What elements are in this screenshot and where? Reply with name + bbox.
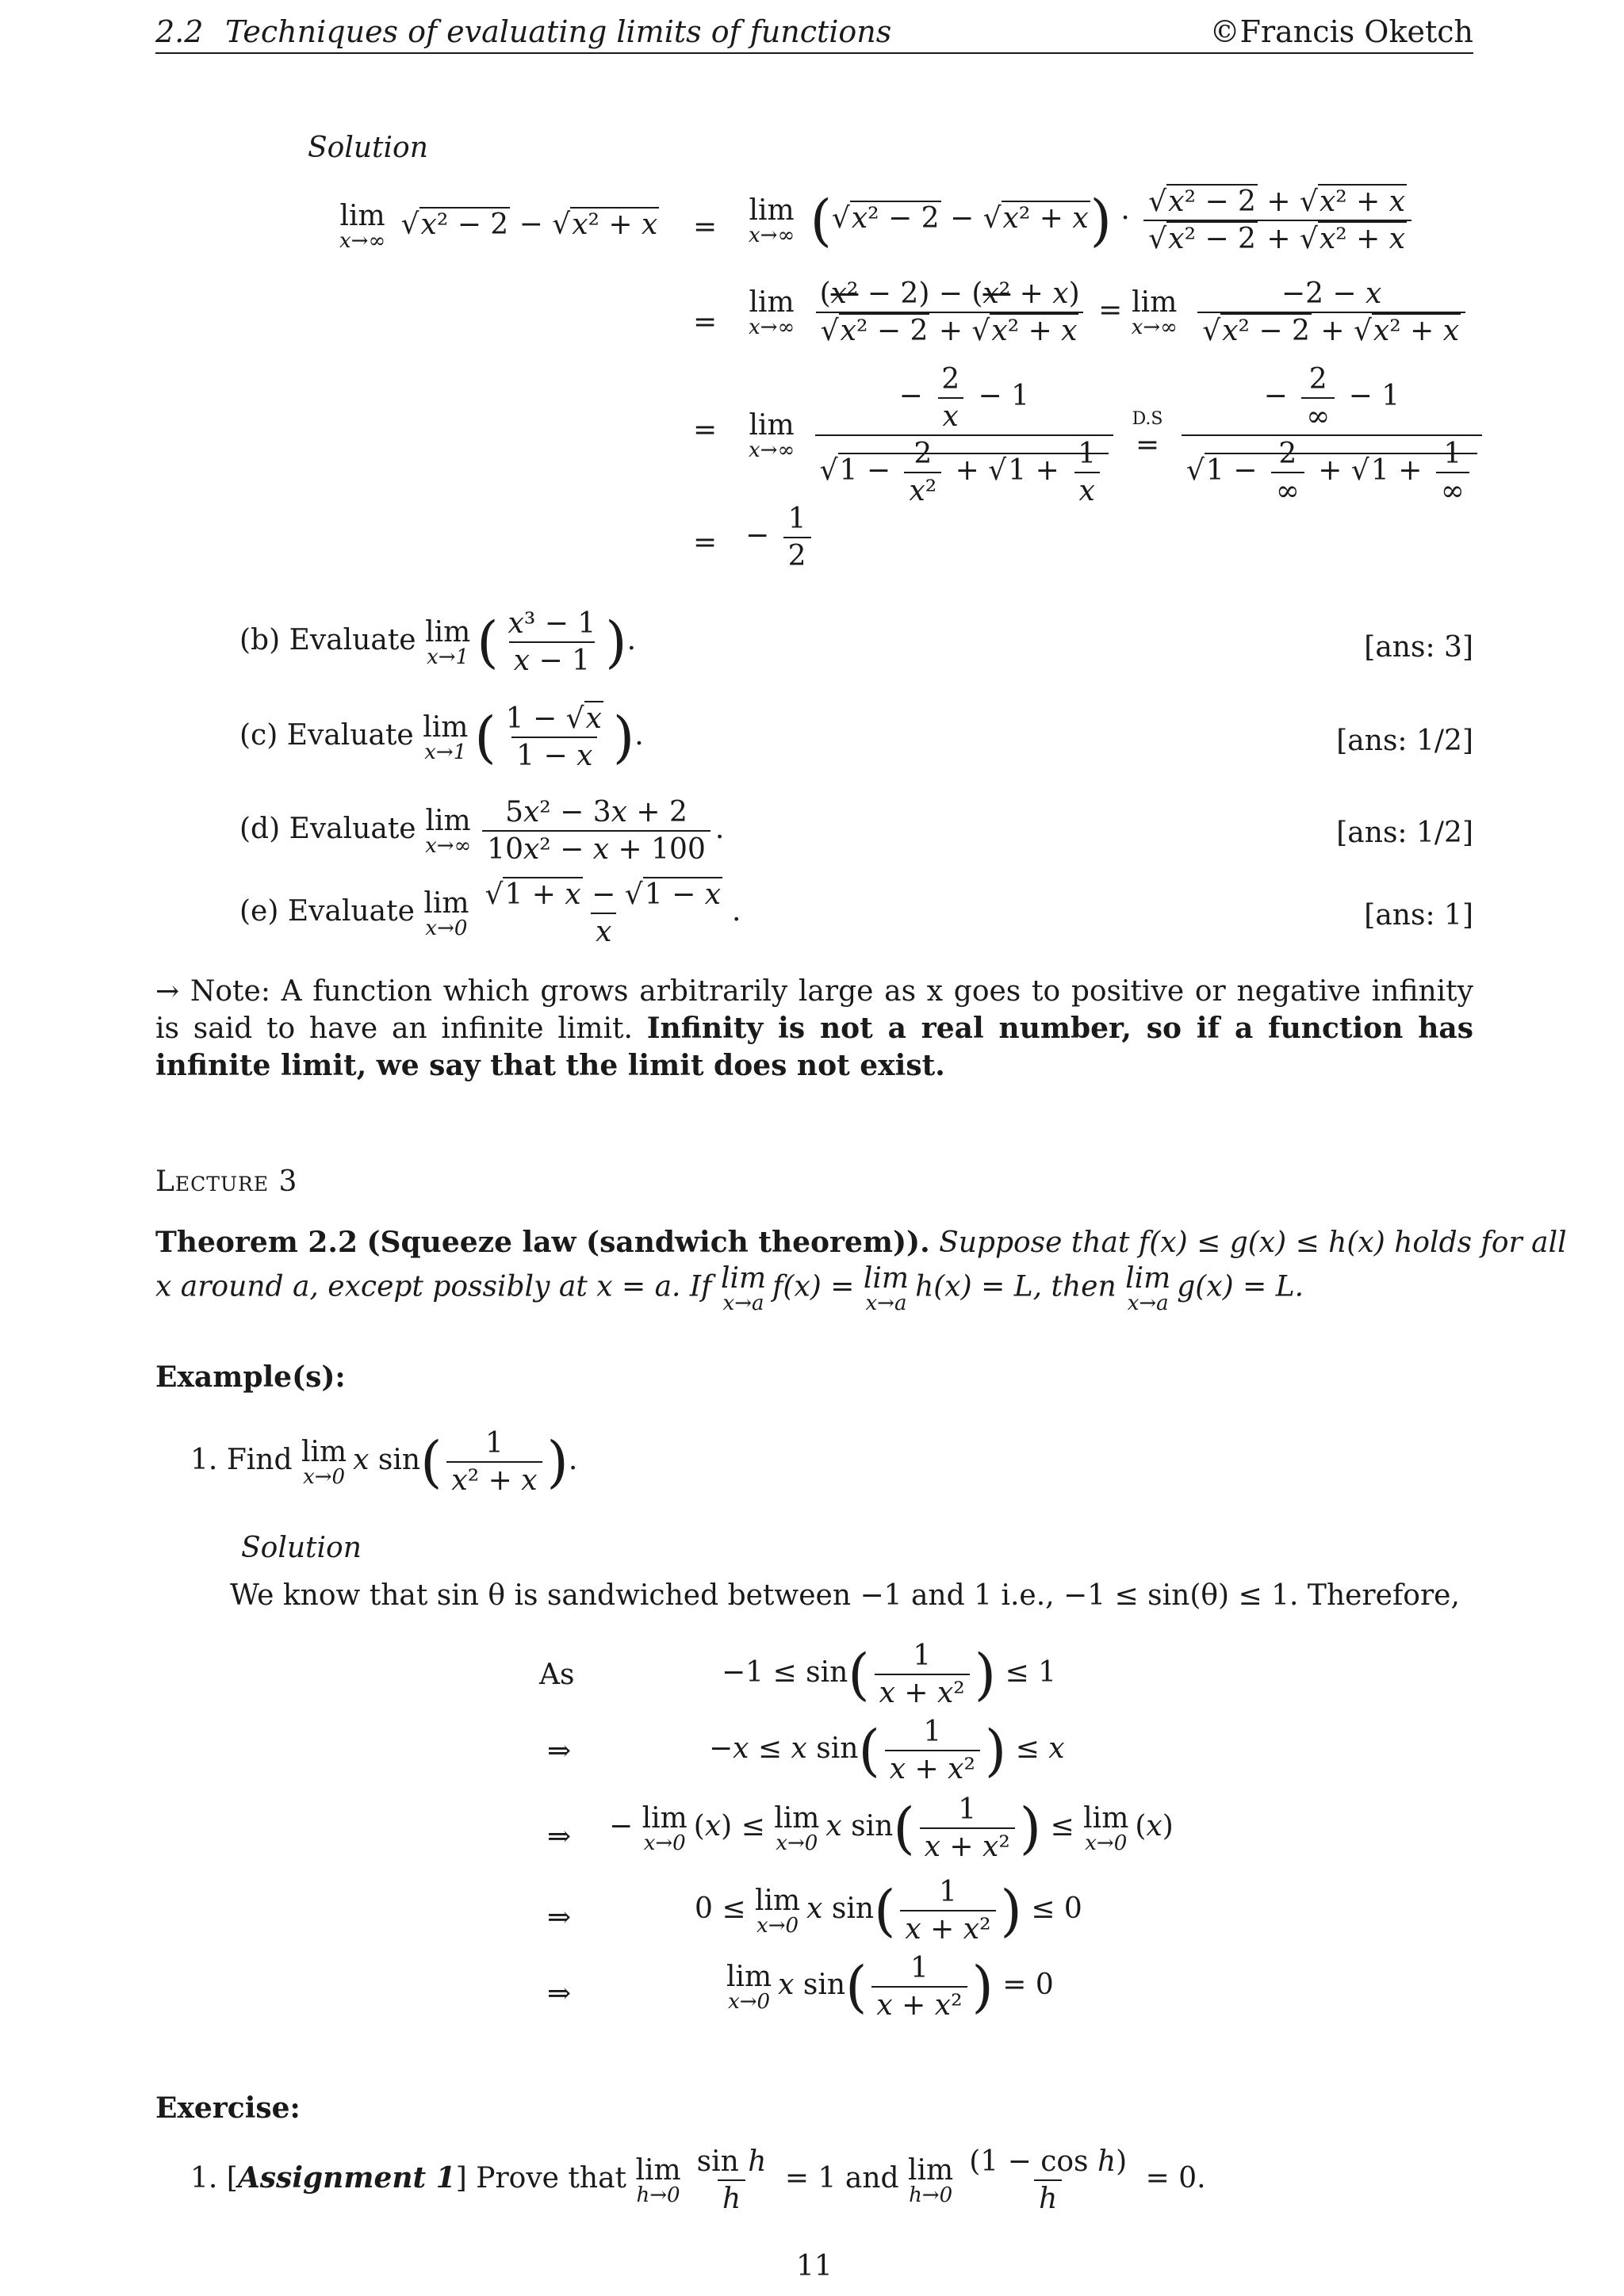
solution-label: Solution: [308, 132, 428, 164]
equals-sign: =: [693, 414, 718, 446]
exercise-heading: Exercise:: [155, 2091, 301, 2125]
example-solution-label: Solution: [241, 1532, 362, 1564]
exercise-c: (c) Evaluate lim x→1 ( $\frac{1 - √x}{1 - x}$ ).: [239, 702, 644, 772]
header-author: ©Francis Oketch: [1209, 14, 1473, 49]
example-intro: We know that sin θ is sandwiched between −1 and 1 i.e., −1 ≤ sin(θ) ≤ 1. Therefore,: [230, 1579, 1460, 1612]
header-rule: [155, 52, 1473, 54]
implies-arrow: ⇒: [547, 1901, 572, 1934]
note-bold-text: Infinity is not a real number, so if a function has infinite limit, we say that the limit does not exist.: [155, 1012, 1473, 1082]
theorem-name: (Squeeze law (sandwich theorem)).: [366, 1226, 930, 1259]
exercise-e-answer: [ans: 1]: [1364, 899, 1473, 932]
header-title: Techniques of evaluating limits of functions: [225, 14, 892, 49]
assignment-1: 1. [Assignment 1] Prove that lim h→0 $\frac{\text{sin h}}{h}$ = 1 and lim h→0 $\frac{\text{(1 − cos h)}}{h}$ = 0.: [190, 2145, 1206, 2215]
exercise-d-answer: [ans: 1/2]: [1336, 817, 1473, 849]
squeeze-line-2: −x ≤ x sin( $\frac{1}{\text{x + x²}}$ ) ≤ x: [709, 1716, 1065, 1785]
exercise-e: (e) Evaluate lim x→0 $\frac{√1 + x - √1 - x}{x}$ .: [239, 878, 741, 948]
equals-sign: =: [693, 211, 718, 243]
header-section-number: 2.2: [155, 14, 204, 49]
note-text: → Note: A function which grows arbitrarily large as x goes to positive or negative infinity is said to have an infinite limit.: [155, 975, 1473, 1045]
exercise-b-answer: [ans: 3]: [1364, 631, 1473, 664]
squeeze-line-4: 0 ≤ lim x→0 x sin( $\frac{1}{\text{x + x²}}$ ) ≤ 0: [695, 1876, 1082, 1946]
squeeze-line-5: lim x→0 x sin( $\frac{1}{\text{x + x²}}$ ) = 0: [726, 1952, 1054, 2022]
note-paragraph: [155, 974, 1473, 1085]
examples-heading: Example(s):: [155, 1360, 346, 1394]
as-label: As: [539, 1659, 575, 1691]
implies-arrow: ⇒: [547, 1820, 572, 1853]
lecture-heading: Lecture 3: [155, 1165, 298, 1198]
equals-sign: =: [693, 526, 718, 559]
equals-sign: =: [693, 306, 718, 339]
exercise-c-answer: [ans: 1/2]: [1336, 725, 1473, 757]
solution-result: − $\frac{1}{2}$: [745, 503, 816, 572]
solution-line-1-rhs: lim x→∞ (√x² − 2 − √x² + x) · $\frac{\text{√x² − 2 + √x² + x}}{\text{√x² − 2 + √x² + x}}$: [749, 186, 1416, 255]
theorem-line-1: [155, 1226, 1567, 1259]
implies-arrow: ⇒: [547, 1735, 572, 1767]
ds-label: D.S: [1132, 409, 1163, 429]
example-1: 1. Find lim x→0 x sin( $\frac{1}{\text{x² + x}}$ ).: [190, 1427, 578, 1497]
theorem-body-1: Suppose that f(x) ≤ g(x) ≤ h(x) holds for all: [939, 1226, 1567, 1259]
assignment-label: Assignment 1: [237, 2161, 456, 2195]
solution-line-2: lim x→∞ $\frac{\text{(x² − 2) − (x² + x)}}{\text{√x² − 2 + √x² + x}}$ = lim x→∞ $\frac{-2 - x}{\text{√x² − 2 + √x² + x}}$: [749, 277, 1470, 347]
page-number: 11: [796, 2250, 833, 2283]
theorem-label: Theorem 2.2: [155, 1226, 358, 1259]
theorem-line-2: x around a, except possibly at x = a. If lim x→a f(x) = lim x→a h(x) = L, then lim x→a g(x) = L.: [155, 1262, 1304, 1315]
solution-line-1-lhs: lim x→∞ √x² − 2 − √x² + x: [339, 200, 658, 253]
squeeze-line-3: − lim x→0 (x) ≤ lim x→0 x sin( $\frac{1}{\text{x + x²}}$ ) ≤ lim x→0 (x): [609, 1793, 1174, 1863]
solution-line-3: lim x→∞ − $\frac{2}{x}$ − 1 √1 − $\frac{2}{\text{x²}}$ + √1 + $\frac{1}{x}$ D.S = − $\frac{2}{\infty}$ − 1 √1 − $\frac{2}{\infty}$ + √1 + $\frac{1}{\infty}$: [749, 363, 1487, 507]
implies-arrow: ⇒: [547, 1977, 572, 2010]
squeeze-line-1: −1 ≤ sin( $\frac{1}{\text{x + x²}}$ ) ≤ 1: [722, 1640, 1057, 1709]
exercise-d: (d) Evaluate lim x→∞ $\frac{\text{5x² − 3x + 2}}{\text{10x² − x + 100}}$ .: [239, 796, 725, 866]
exercise-b: (b) Evaluate lim x→1 ( $\frac{\text{x³ − 1}}{x - 1}$ ).: [239, 607, 637, 677]
